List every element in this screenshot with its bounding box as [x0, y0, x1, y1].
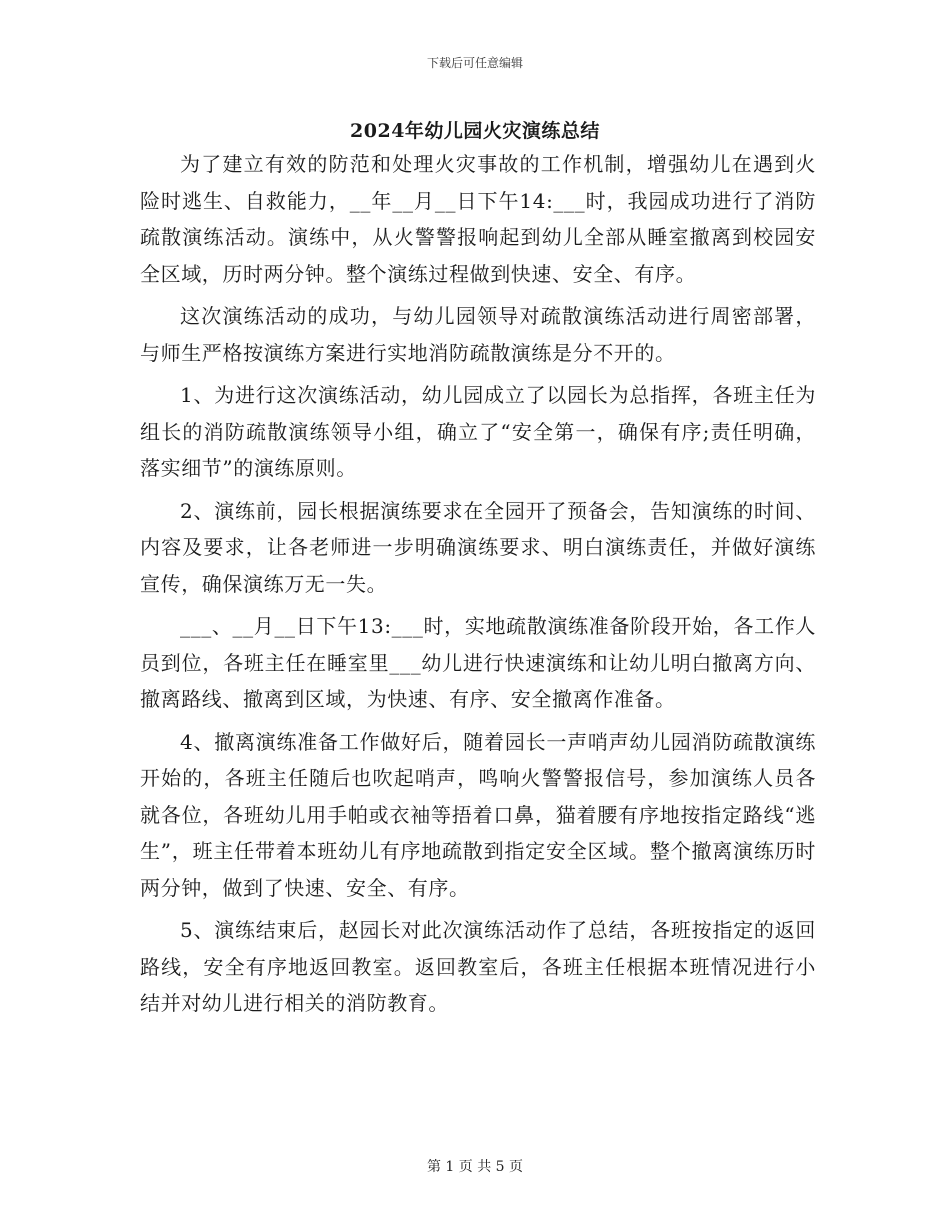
paragraph-item-2: 2、演练前，园长根据演练要求在全园开了预备会，告知演练的时间、内容及要求，让各老师进一步明确演练要求、明白演练责任，并做好演练宣传，确保演练万无一失。 — [140, 498, 816, 596]
paragraph-intro: 为了建立有效的防范和处理火灾事故的工作机制，增强幼儿在遇到火险时逃生、自救能力，__年__月__日下午14:___时，我园成功进行了消防疏散演练活动。演练中，从火警警报响起到幼儿全部从睡室撤离到校园安全区域，历时两分钟。整个演练过程做到快速、安全、有序。 — [140, 152, 816, 286]
paragraph-item-3: ___、__月__日下午13:___时，实地疏散演练准备阶段开始，各工作人员到位，各班主任在睡室里___幼儿进行快速演练和让幼儿明白撤离方向、撤离路线、撤离到区域，为快速、有序、安全撤离作准备。 — [140, 614, 816, 711]
document-title: 2024年幼儿园火灾演练总结 — [350, 120, 600, 142]
header-note: 下载后可任意编辑 — [426, 56, 523, 70]
paragraph-item-1: 1、为进行这次演练活动，幼儿园成立了以园长为总指挥，各班主任为组长的消防疏散演练领导小组，确立了“安全第一，确保有序;责任明确，落实细节”的演练原则。 — [140, 383, 816, 480]
paragraph-success: 这次演练活动的成功，与幼儿园领导对疏散演练活动进行周密部署，与师生严格按演练方案进行实地消防疏散演练是分不开的。 — [140, 304, 816, 365]
paragraph-item-4: 4、撤离演练准备工作做好后，随着园长一声哨声幼儿园消防疏散演练开始的，各班主任随后也吹起哨声，鸣响火警警报信号，参加演练人员各就各位，各班幼儿用手帕或衣袖等捂着口鼻，猫着腰有序地按指定路线“逃生”，班主任带着本班幼儿有序地疏散到指定安全区域。整个撤离演练历时两分钟，做到了快速、安全、有序。 — [140, 729, 816, 900]
document-body — [140, 146, 816, 1028]
paragraph-item-5: 5、演练结束后，赵园长对此次演练活动作了总结，各班按指定的返回路线，安全有序地返回教室。返回教室后，各班主任根据本班情况进行小结并对幼儿进行相关的消防教育。 — [140, 918, 816, 1015]
page-footer: 第 1 页 共 5 页 — [426, 1159, 524, 1175]
